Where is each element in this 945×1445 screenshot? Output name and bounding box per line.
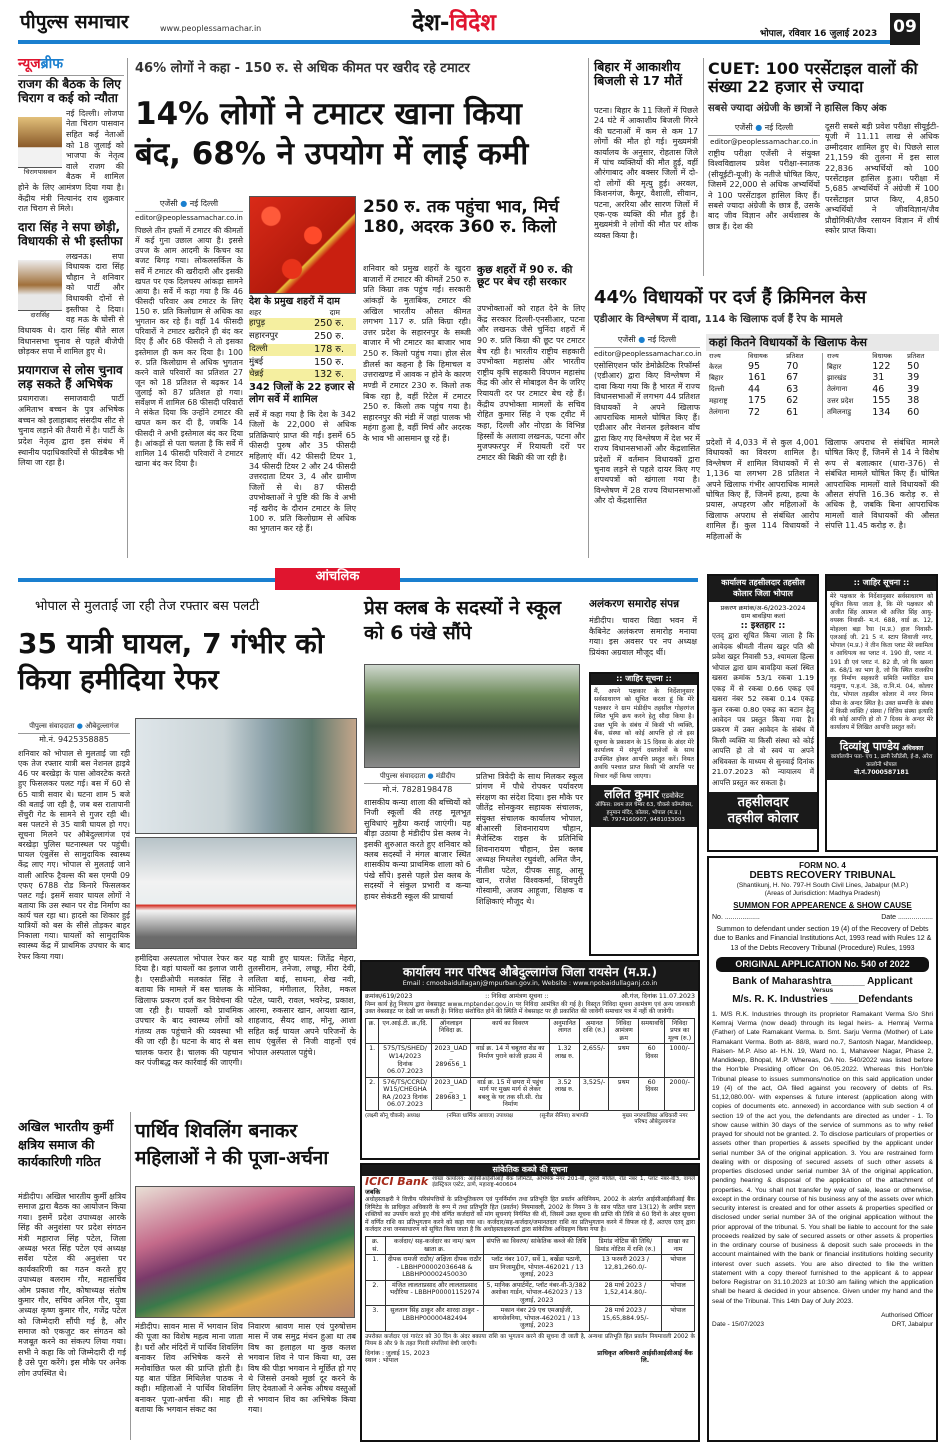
- signatory: (नमिता धार्मिक आवाज) उपाध्यक्ष: [446, 1112, 513, 1119]
- logo: पीपुल्स समाचार: [20, 11, 129, 33]
- masthead: [0, 0, 945, 50]
- press-club-body: शासकीय कन्या शाला की बच्चियों को निजी स्कूलों की तरह मूलभूत सुविधाएं मुहैया कराई जाएंगी। यह बीड़ा उठाया है मंडीदीप प्रेस क्लब ने। इसकी शुरुआत करते हुए शनिवार को क्लब सदस्यों ने मंगल बाजार स्थित शासकीय कन्या प्राथमिक शाला को 6 पंखे सौंपे। इससे पहले प्रेस क्लब के सदस्यों ने संकुल प्रभारी व कन्या हायर सेकंडरी स्कूल की प्राचार्या: [364, 798, 471, 901]
- news-brief: न्यूजब्रीफ राजग की बैठक के लिए चिराग व कई को न्यौता चिरागपासवान नई दिल्ली। लोजपा नेता चिराग पासवान सहित कई नेताओं को 18 जुलाई को भाजपा के नेतृत्व वाले राजग की बैठक में शामिल होने के लिए आमंत्रण दिया गया है। केंद्रीय मंत्री नित्यानंद राय शुक्रवार रात चिराग से मिले। दारा सिंह ने सपा छोड़ी, विधायकी से भी इस्तीफा दारासिंह लखनऊ। सपा विधायक दारा सिंह चौहान ने शनिवार को पार्टी और विधायकी दोनों से इस्तीफा दे दिया। वह मऊ के घोसी से विधायक थे। दारा सिंह बीते साल विधानसभा चुनाव से पहले बीजेपी छोड़कर सपा में शामिल हुए थे। प्रयागराज से लोस चुनाव लड़ सकते हैं अभिषेक प्रयागराज। समाजवादी पार्टी अमिताभ बच्चन के पुत्र अभिषेक बच्चन को इलाहाबाद संसदीय सीट से चुनाव लड़ाने की तैयारी में है। पार्टी के प्रदेश नेतृत्व द्वारा इस संबंध में स्थानीय पदाधिकारियों से फीडबैक भी लिया जा रहा है।: [18, 56, 124, 468]
- price-row: सहारनपुर 250 रु.: [249, 331, 356, 343]
- shivling-body-2: निवारण श्रावण मास एवं पुरुषोत्तम मास में जब समुद्र मंथन हुआ था तब विष का हलाहल था कुछ कलश भगवान शिव ने पान किया था, उस विष की पीड़ा भगवान ने मूर्छित हो गए थे जिससे उनको मूर्छा दूर करने के लिए देवताओं ने अनेक औषध वस्तुओं से भगवान शिव का अभिषेक किया गया।: [248, 1322, 356, 1415]
- table-row: तेलंगाना 72 61: [709, 406, 799, 418]
- cuet-body: राष्ट्रीय परीक्षा एजेंसी ने संयुक्त विश्वविद्यालय प्रवेश परीक्षा-स्नातक (सीयूईटी-यूजी) के नतीजे घोषित किए, जिसमें 22,000 से अधिक अभ्यर्थियों ने 100 परसेंटाइल हासिल किए हैं। सबसे ज्यादा अंग्रेजी के छात्र हैं, उसके बाद जीव विज्ञान और अर्थशास्त्र के छात्र हैं। देश की: [708, 149, 820, 231]
- tehsildar-notice: कार्यालय तहसीलदार तहसील कोलार जिला भोपाल प्रकरण क्रमांक/अ-6/2023-2024 ग्राम बावड़िया कलां :: इश्तहार :: एतद् द्वारा सूचित किया जाता है कि आवेदक श्रीमती नीलम खट्टर पति श्री प्रवेश खट्टर निवासी 53, श्यामला हिल्स भोपाल द्वारा ग्राम बावड़िया कलां स्थित खसरा क्रमांक 53/1 रकबा 1.19 एकड़ में से रकबा 0.66 एकड़ एवं खसरा नंबर 52 रकबा 0.14 एकड़ कुल रकबा 0.80 एकड़ का बटान हेतु आवेदन पत्र प्रस्तुत किया गया है। प्रकरण में उक्त आवेदन के संबंध में किसी व्यक्ति या किसी संस्था को कोई आपत्ति हो तो वो स्वयं या अपने अधिवक्ता के माध्यम से सुनवाई दिनांक 21.07.2023 को न्यायालय में आपत्ति प्रस्तुत कर सकता है। तहसीलदार तहसील कोलार: [707, 574, 819, 852]
- table-row: उत्तर प्रदेश 155 38: [826, 395, 920, 407]
- application-number: ORIGINAL APPLICATION No. 540 of 2022: [716, 957, 929, 971]
- price-row: मुंबई 150 रु.: [249, 357, 356, 369]
- press-club-col-1: पीपुल्स संवाददाता ● मंडीदीप मो.नं. 7828198478 शासकीय कन्या शाला की बच्चियों को निजी स्कूलों की तरह मूलभूत सुविधाएं मुहैया कराई जाएंगी। यह बीड़ा उठाया है मंडीदीप प्रेस क्लब ने। इसकी शुरुआत करते हुए शनिवार को क्लब सदस्यों ने मंगल बाजार स्थित शासकीय कन्या प्राथमिक शाला को 6 पंखे सौंपे। इससे पहले प्रेस क्लब के सदस्यों ने संकुल प्रभारी व कन्या हायर सेकंडरी स्कूल की प्राचार्या: [364, 772, 471, 901]
- criminal-table-right: [826, 353, 937, 418]
- brief-headline[interactable]: दारा सिंह ने सपा छोड़ी, विधायकी से भी इस्तीफा: [18, 219, 123, 248]
- price-row: चेन्नई 132 रु.: [249, 369, 356, 381]
- criminal-subhead: एडीआर के विश्लेषण में दावा, 114 के खिलाफ दर्ज हैं रेप के मामले: [594, 314, 843, 325]
- criminal-body-2: प्रदेशों में 4,033 में से कुल 4,001 विधायकों का विवरण शामिल है। विश्लेषण में शामिल विधायकों में से 1,136 या लगभग 28 प्रतिशत ने अपने खिलाफ गंभीर आपराधिक मामले घोषित किए हैं, जिनमें हत्या, हत्या के प्रयास, अपहरण और महिलाओं के खिलाफ अपराध से संबंधित आरोप शामिल हैं। कुल 114 विधायकों ने महिलाओं के: [706, 438, 819, 541]
- section-title: देश-विदेश: [412, 10, 497, 36]
- section-band-anchalik: आंचलिक: [275, 568, 400, 590]
- survey-body: सर्वे में कहा गया है कि देश के 342 जिलों के 22,000 से अधिक प्रतिक्रियाएं प्राप्त की गईं। इसमें 65 फीसदी पुरुष और 35 फीसदी महिलाएं थीं। 42 फीसदी टियर 1, 34 फीसदी टियर 2 और 24 फीसदी उत्तरदाता टियर 3, 4 और ग्रामीण जिलों से थे। 87 फीसदी उपभोक्ताओं ने पुष्टि की कि वे अभी नई खरीद के दौरान टमाटर के लिए 100 रु. प्रति किलोग्राम से अधिक का भुगतान कर रहे हैं।: [249, 410, 356, 534]
- table-row: 3. सुलतान सिंह ठाकुर और शारदा ठाकुर - LBBHP00000482494 मकान नंबर 29 एच एमआईजी, बागसेवनिया, भोपाल-462021 / 13 जुलाई, 2023 28 मार्च 2023 / 15,65,884.95/- भोपाल: [366, 1306, 695, 1332]
- jahir-suchna-ad: :: जाहिर सूचना :: मेरे पक्षकार के निर्देशानुसार सर्वसाधारण को सूचित किया जाता है, कि मेरे पक्षकार श्री अजीत सिंह आत्मज श्री अजित सिंह आयु-वयस्क निवासी- म.नं. 688, वार्ड क्र. 12, मोहल्ला बड़ा रैया (म.प्र.) हाल निवासी- एलआई जी. 21 5 नं. स्टाप शिवाजी नगर, भोपाल (म.प्र.) ने तीन किता प्लाट मेरे स्वामित्व व आधिपत्य का प्लाट नं. 190 डी, प्लाट नं. 191 डी एवं प्लाट नं. 82 डी, जो कि खसरा क्र. 68/1 का भाग है, जो कि स्थित राजकीय गृह निर्माण सहकारी समिति मर्यादित ग्राम गढ़मुगा, प.ह.नं. 38, रा.नि.मं. 04, कोलार रोड, भोपाल तहसील कोलार में नगर निगम सीमा के अन्दर स्थित है। उक्त सम्पत्ति के संबंध में किसी व्यक्ति / संस्था / वित्तिय संस्था इत्यादि की कोई आपत्ति हो तो 7 दिवस के अन्दर मेरे कार्यालय में लिखित आपत्ति प्रस्तुत करें। दिव्यांशु पाण्डेय अधिवक्ता कार्यालयीन पता- एच 1, क्रमी रेसीडेंसी, ई-8, अरेरा कालोनी भोपाल मो.नं.7000587181: [825, 574, 938, 852]
- kurmi-headline[interactable]: अखिल भारतीय कुर्मी क्षत्रिय समाज की कार्यकारिणी गठित: [18, 1119, 114, 1169]
- brief-body: प्रयागराज। समाजवादी पार्टी अमिताभ बच्चन के पुत्र अभिषेक बच्चन को इलाहाबाद संसदीय सीट से चुनाव लड़ाने की तैयारी में है। पार्टी के प्रदेश नेतृत्व द्वारा इस संबंध में स्थानीय पदाधिकारियों से फीडबैक भी लिया जा रहा है।: [18, 394, 124, 468]
- icici-possession-notice: सांकेतिक कब्जे की सूचना ICICI Bank शाखा कार्यालय: आईसीआईसीआई बैंक लिमिटेड, अभिषेक नगर 201-बी, दूसरी मंजिल, रोड नंबर 1, प्लॉट नंबर-बी3, वागले इंडस्ट्रियल एस्टेट, ठाणे, महाराष्ट्र-400604 जबकि अधोहस्ताक्षरी ने वित्तीय परिसंपत्तियों के प्रतिभूतिकरण एवं पुनर्निर्माण तथा प्रतिभूति हित प्रवर्तन अधिनियम, 2002 के अंतर्गत आईसीआईसीआई बैंक लिमिटेड के प्राधिकृत अधिकारी के रूप में तथा प्रतिभूति हित (प्रवर्तन) नियमावली, 2002 के नियम 3 के साथ पठित धारा 13(12) के अधीन प्रदत्त शक्तियों का उपयोग करते हुए नीचे वर्णित कर्जदारों को मांग सूचनाएं निर्गमित की थीं, जिसमें उक्त सूचना की प्राप्ति की तिथि से 60 दिनों के अंदर सूचना में वर्णित राशि का प्रतिभुगतान करने को कहा गया था। कर्जदार/सह-कर्जदार/जमानतदार राशि का प्रतिभुगतान करने में विफल रहे हैं, अतएव एतद् द्वारा कर्जदार तथा जनसाधारण को सूचित किया जाता है कि अधोहस्ताक्षरकर्ता द्वारा सांकेतिक अधिग्रहण किया गया है। क्र. सं. कर्जदार/ सह-कर्जदार का नाम/ ऋण खाता क्र. संपत्ति का विवरण/ सांकेतिक कब्जे की तिथि डिमांड नोटिस की तिथि/ डिमांड नोटिस में राशि (रु.) शाखा का नाम 1. दीपक रामजी राठौर/ अक्षिता दीपक राठौर - LBBHP00002036648 & LBBHP00002450030 प्लॉट नंबर 107, सर्वे 1, बर्खेडा पठानी, ग्राम निजामुद्दीन, भोपाल-462021 / 13 जुलाई, 2023 13 फरवरी 2023 / 12,81,260.0/- भोपाल 2. मंजित लालताप्रसाद और लालताप्रसाद भदौरिया - LBBHP00001152974 5, मानिक अपार्टमेंट, प्लॉट नंबर-वी-3/382 अशोका गार्डन, भोपाल-462023 / 13 जुलाई, 2023 28 मार्च 2023 / 1,52,414.80/- भोपाल 3. सुलतान सिंह ठाकुर और शारदा ठाकुर - LBBHP00000482494 मकान नंबर 29 एच एमआईजी, बागसेवनिया, भोपाल-462021 / 13 जुलाई, 2023 28 मार्च 2023 / 15,65,884.95/- भोपाल उपरोक्त कर्जदार एवं गारंटर को 30 दिन के अंदर बकाया राशि का भुगतान करने की सूचना दी जाती है, अन्यथा प्रतिभूति हित प्रवर्तन नियमावली 2002 के नियम 8 और 9 के तहत गिरवी संपत्तियां बेची जाएंगी। दिनांक : जुलाई 15, 2023 स्थान : भोपाल प्राधिकृत अधिकारी आईसीआईसीआई बैंक लि.: [360, 1163, 700, 1442]
- cuet-col-1: एजेंसी ● नई दिल्ली editor@peoplessamachar.co.in राष्ट्रीय परीक्षा एजेंसी ने संयुक्त विश्वविद्यालय प्रवेश परीक्षा-स्नातक (सीयूईटी-यूजी) के नतीजे घोषित किए, जिसमें 22,000 से अधिक अभ्यर्थियों ने 100 परसेंटाइल हासिल किए हैं। सबसे ज्यादा अंग्रेजी के छात्र हैं, उसके बाद जीव विज्ञान और अर्थशास्त्र के छात्र हैं। देश की: [708, 123, 820, 231]
- shivling-photo: [135, 1186, 355, 1318]
- criminal-col-1: एजेंसी ● नई दिल्ली editor@peoplessamachar.co.in एसोसिएशन फॉर डेमोक्रेटिक रिफॉर्म्स (एडीआर) द्वारा किए विश्लेषण में दावा किया गया कि है भारत में राज्य विधानसभाओं में लगभग 44 प्रतिशत विधायकों ने अपने खिलाफ आपराधिक मामले घोषित किए हैं। एडीआर और नेशनल इलेक्शन वॉच द्वारा किए गए विश्लेषण में देश भर में राज्य विधानसभाओं और केंद्रशासित प्रदेशों में वर्तमान विधायकों द्वारा चुनाव लड़ने से पहले दायर किए गए शपथपत्रों को खंगाला गया है। विश्लेषण में 28 राज्य विधानसभाओं और दो केंद्रशासित: [594, 335, 702, 506]
- icici-table: [365, 1236, 695, 1332]
- table-header: क्र. सं. कर्जदार/ सह-कर्जदार का नाम/ ऋण खाता क्र. संपत्ति का विवरण/ सांकेतिक कब्जे की तिथि डिमांड नोटिस की तिथि/ डिमांड नोटिस में राशि (रु.) शाखा का नाम: [366, 1236, 695, 1254]
- cuet-subhead: सबसे ज्यादा अंग्रेजी के छात्रों ने हासिल किए अंक: [708, 103, 887, 114]
- icici-logo: ICICI Bank: [365, 1175, 429, 1189]
- advocate-name: दिव्यांशु पाण्डेय: [839, 739, 900, 753]
- dara-singh-photo-block: [18, 260, 62, 319]
- shivling-headline[interactable]: पार्थिव शिवलिंग बनाकर महिलाओं ने की पूजा-अर्चना: [135, 1120, 329, 1169]
- press-club-headline[interactable]: प्रेस क्लब के सदस्यों ने स्कूल को 6 पंखे सौंपे: [364, 597, 562, 644]
- table-row: तेलंगाना 46 39: [826, 383, 920, 395]
- dara-singh-photo: [18, 260, 62, 310]
- bus-body-2: हमीदिया अस्पताल भोपाल रेफर कर दिया है। वहां घायलों का इलाज जारी है। एसडीओपी मलकांत सिंह ने बताया कि मामले में बस चालक के खिलाफ प्रकरण दर्ज कर विवेचना की जा रही है। घायलों को प्राथमिक उपचार के बाद स्वास्थ्य लोगों को गंतव्य तक पहुंचाने की व्यवस्था भी की जा रही है। घटना के बाद से बस चालक फरार है। चालक की पहचान कर पंजीबद्ध कर कार्रवाई की जाएगी।: [135, 954, 243, 1067]
- editor-email[interactable]: editor@peoplessamachar.co.in: [708, 135, 820, 146]
- dateline: भोपाल, रविवार 16 जुलाई 2023: [760, 29, 878, 39]
- cuet-body-2: दूसरी सबसे बड़ी प्रवेश परीक्षा सीयूईटी-यूजी में 11.11 लाख से अधिक उम्मीदवार शामिल हुए थे। पिछले साल 21,159 की तुलना में इस साल 22,836 अभ्यर्थियों को 100 परसेंटाइल हासिल हुआ। परीक्षा में 5,685 अभ्यर्थियों ने अंग्रेजी में 100 परसेंटाइल प्राप्त किए, 4,850 अभ्यर्थियों ने जीवविज्ञान/जैव प्रौद्योगिकी/जैव रसायन विज्ञान में शीर्ष स्कोर प्राप्त किया।: [825, 122, 939, 235]
- cuet-headline[interactable]: CUET: 100 परसेंटाइल वालों की संख्या 22 हजार से ज्यादा: [708, 59, 918, 97]
- bus-body: शनिवार को भोपाल से मुलताई जा रही एक तेज रफ्तार यात्री बस नेशनल हाइवे 46 पर बरखेड़ा के पास ओवरटेक करते हुए फिसलकर पलट गई। बस में 60 से 65 यात्री सवार थे। घटना शाम 5 बजे की बताई जा रही है, जब बस रातापानी सेंचुरी गेट के सामने से गुजर रही थी। बस पलटने से 35 यात्री घायल हो गए। सूचना मिलने पर औबेदुल्लागंज एवं बरखेड़ा पुलिस घटनास्थल पर पहुंची। घायल एंबुलेंस से सामुदायिक स्वास्थ्य केंद्र लाए गए। भोपाल से मुलताई जाने वाली आरिफ ट्रैवल्स की बस एमपी 09 एफए 6788 रोड किनारे फिसलकर पलट गई। इसमें सवार घायल लोगों ने बताया कि उस स्थान पर रोड निर्माण का कार्य चल रहा था। हादसे का शिकार हुई यात्रियों को बस के सीसे तोड़कर बाहर निकाला गया। घायलों को सामुदायिक स्वास्थ्य केंद्र में प्राथमिक उपचार के बाद रेफर किया गया।: [18, 749, 130, 961]
- page-number: 09: [890, 13, 920, 45]
- tomato-body-3: उपभोक्ताओं को राहत देने के लिए केंद्र सरकार दिल्ली-एनसीआर, पटना और लखनऊ जैसे चुनिंदा शहरों में 90 रु. प्रति किग्रा की छूट पर टमाटर बेच रही है। भारतीय राष्ट्रीय सहकारी उपभोक्ता महासंघ और भारतीय राष्ट्रीय कृषि सहकारी विपणन महासंघ केंद्र की ओर से मोबाइल वैन के जरिए रियायती दर पर टमाटर बेच रहे हैं। केंद्रीय उपभोक्ता मामलों के सचिव रोहित कुमार सिंह ने एक ट्वीट में कहा, दिल्ली और नोएडा के विभिन्न हिस्सों के अलावा लखनऊ, पटना और मुजफ्फरपुर में रियायती दरों पर टमाटर की बिक्री की जा रही है।: [477, 304, 585, 462]
- section-title-accent: विदेश: [449, 10, 497, 36]
- table-row: महाराष्ट्र 175 62: [709, 395, 799, 407]
- tomato-headline[interactable]: 14% लोगों ने टमाटर खाना किया बंद, 68% ने उपयोग में लाई कमी: [135, 96, 529, 173]
- press-club-photo: [364, 664, 580, 768]
- tomato-body: पिछले तीन हफ्तों में टमाटर की कीमतों में कई गुना उछाल आया है। इससे उपज के आम आदमी के किचन का बजट बिगड़ गया। लोकलसर्किल के सर्वे में टमाटर की खरीदारी और इसकी खपत पर एक दिलचस्प आंकड़ा सामने आया है। सर्वे में कहा गया है कि 46 फीसदी परिवार अब टमाटर के लिए 150 रु. प्रति किलोग्राम से अधिक का भुगतान कर रहे हैं। वहीं 14 फीसदी परिवारों ने टमाटर खरीदने ही बंद कर दिए हैं और 68 फीसदी ने तो इसका इस्तेमाल ही कम कर दिया है। 100 रु. प्रति किलोग्राम से अधिक भुगतान करने वाले परिवारों का प्रतिशत 27 जून को 18 प्रतिशत से बढ़कर 14 जुलाई को 87 प्रतिशत हो गया। सर्वेक्षण में शामिल 68 फीसदी परिवारों ने संकेत दिया कि उन्होंने टमाटर की खपत कम कर दी है, जबकि 14 फीसदी ने अभी इस्तेमाल बंद कर दिया है। आंकड़ों से पता चलता है कि सर्वे में शामिल 14 फीसदी परिवारों ने टमाटर खाना बंद कर दिया है।: [135, 226, 243, 468]
- hospital-photo: [135, 718, 357, 834]
- table-header: राज्य विधायक प्रतिशत: [826, 352, 925, 361]
- press-club-body-2: प्रतिभा त्रिवेदी के साथ मिलकर स्कूल प्रांगण में पौधे रोपकर पर्यावरण संरक्षण का संदेश दिया। इस मौके पर जीतेंद्र सोनकुवर सहायक संचालक, संयुक्त संचालक कार्यालय भोपाल, बीआरसी शिवनारायण चौहान, मैजेस्टिक राइस के प्रतिनिधि शिवनारायण चौहान, प्रेस क्लब अध्यक्ष मिथलेश रघुवंशी, अमित जैन, नीतीश पटेल, दीपक साहू, आसू खान, राजेश विश्वकर्मा, शिवपुरी गोस्वामी, अजय आहूजा, शिक्षक व शिक्षिकाएं मौजूद थे।: [476, 772, 583, 906]
- brief-body: लखनऊ। सपा विधायक दारा सिंह चौहान ने शनिवार को पार्टी और विधायकी दोनों से इस्तीफा दे दिया। वह मऊ के घोसी से विधायक थे। दारा सिंह बीते साल विधानसभा चुनाव से पहले बीजेपी छोड़कर सपा में शामिल हुए थे।: [18, 251, 124, 357]
- survey-head[interactable]: 342 जिलों के 22 हजार से लोग सर्वे में शामिल: [249, 382, 355, 405]
- website[interactable]: www.peoplessamachar.in: [160, 24, 262, 33]
- bus-headline[interactable]: 35 यात्री घायल, 7 गंभीर को किया हमीदिया रेफर: [18, 627, 324, 697]
- table-row: बिहार 161 67: [709, 372, 799, 384]
- tomato-subheadline[interactable]: 250 रु. तक पहुंचा भाव, मिर्च 180, अदरक 360 रु. किलो: [363, 197, 559, 237]
- phone: मो.नं. 7828198478: [364, 783, 471, 795]
- kurmi-body: मंडीदीप। अखिल भारतीय कुर्मी क्षत्रिय समाज द्वारा बैठक का आयोजन किया गया। इसमें प्रदेश उपाध्यक्ष आरके सिंह की अनुशंसा पर प्रदेश संगठन मंत्री महाराज सिंह पटेल, जिला अध्यक्ष भरत सिंह पटेल एवं अध्यक्ष सर्वेश पटेल की अनुशंसा पर कार्यकारिणी का गठन करते हुए उपाध्यक्ष बलराम गौर, महासचिव ओम प्रकाश गौर, कोषाध्यक्ष संतोष कुमार गौर, सचिव अनिल गौर, युवा अध्यक्ष कृष्ण कुमार गौर, गजेंद्र पटेल को जिम्मेदारी सौंपी गई है, और समाज को एकजुट कर संगठन को मजबूत करने का संकल्प लिया गया। सभी ने कहा कि जो जिम्मेदारी दी गई है उसे पूरा करेंगे। इस मौके पर अनेक लोग उपस्थित थे।: [18, 1192, 126, 1378]
- table-header: क्र. एन.आई.टी. क्र./दि. ऑनलाइन निविदा क्र. कार्य का विवरण अनुमानित लागत अमानत राशि (रु.) निविदा आमंत्रण क्रम समयावधि निविदा प्रपत्र का मूल्य (रु.): [366, 1018, 695, 1044]
- tomato-photo: [249, 196, 356, 294]
- criminal-body: एसोसिएशन फॉर डेमोक्रेटिक रिफॉर्म्स (एडीआर) द्वारा किए विश्लेषण में दावा किया गया कि है भारत में राज्य विधानसभाओं में लगभग 44 प्रतिशत विधायकों ने अपने खिलाफ आपराधिक मामले घोषित किए हैं। एडीआर और नेशनल इलेक्शन वॉच द्वारा किए गए विश्लेषण में देश भर में राज्य विधानसभाओं और केंद्रशासित प्रदेशों में वर्तमान विधायकों द्वारा चुनाव लड़ने से पहले दायर किए गए शपथपत्रों को खंगाला गया है। विश्लेषण में 28 राज्य विधानसभाओं और दो केंद्रशासित: [594, 361, 700, 506]
- column-divider: [703, 58, 704, 276]
- price-row: हापुड़ 250 रु.: [249, 318, 356, 330]
- tomato-side-head[interactable]: कुछ शहरों में 90 रु. की छूट पर बेच रही सरकार: [477, 264, 573, 289]
- byline: एजेंसी ● नई दिल्ली: [159, 199, 219, 208]
- table-row: 2. 576/TS/CCRD/ W15/CHEGHARA /2023 दिनांक 06.07.2023 2023_UAD_ 289683_1 वार्ड क्र. 15 में छपरा में पहुंच मार्ग पर मुख्य मार्ग से लेकर बबलू के घर तक सी.सी. रोड निर्माण 3.52 लाख रु. 3,525/- प्रथम 60 दिवस 2000/-: [366, 1077, 695, 1110]
- column-divider: [588, 58, 589, 558]
- column-divider: [127, 58, 128, 558]
- bihar-headline[interactable]: बिहार में आकाशीय बिजली से 17 मौतें: [594, 59, 683, 89]
- criminal-headline[interactable]: 44% विधायकों पर दर्ज हैं क्रिमिनल केस: [594, 287, 867, 308]
- chirag-photo-block: [18, 117, 62, 176]
- table-row: केरल 95 70: [709, 361, 799, 373]
- bihar-body: पटना। बिहार के 11 जिलों में पिछले 24 घंटे में आकाशीय बिजली गिरने की घटनाओं में कम से कम 17 लोगों की मौत हो गई। मुख्यमंत्री कार्यालय के अनुसार, रोहतास जिले में पांच व्यक्तियों की मौत हुई, वहीं औरंगाबाद और बक्सर जिलों में दो-दो लोगों की मृत्यु हुई। अरवल, किशनगंज, कैमूर, वैशाली, सीवान, पटना, अररिया और सारण जिलों में एक-एक व्यक्ति की मौत हुई है। मुख्यमंत्री ने लोगों की मौत पर शोक व्यक्त किया है।: [594, 106, 698, 240]
- chirag-photo: [18, 117, 62, 167]
- ambulance-photo: [135, 837, 357, 949]
- criminal-table: कहां कितने विधायकों के खिलाफ केस राज्य विधायक प्रतिशत केरल 95 70 बिहार 161 67 दिल्ली 44 63 महाराष्ट्र 175 62 तेलंगाना 72 61 राज्य विधायक प्रतिशत बिहार 122 50 झारखंड 31 39 तेलंगाना 46 39 उत्तर प्रदेश 155 38 तमिलनाडु 134 60: [706, 334, 939, 420]
- photo-caption: दारासिंह: [18, 310, 62, 319]
- phone: मो.नं. 9425358885: [18, 733, 130, 745]
- tender-notice: कार्यालय नगर परिषद औबेदुल्लागंज जिला रायसेन (म.प्र.) Email : cmoobaidullaganj@mpurban.gov.in, Website : www.npobaidullaganj.co.in क्रमांक/619/2023 :: निविदा आमंत्रण सूचना :: औ.गंज, दिनांक 11.07.2023 निम्न कार्य हेतु निकाय द्वारा वेबसाइट www.mptender.gov.in पर निविदा आमंत्रित की गई है। विस्तृत निविदा सूचना आमंत्रण एवं अन्य जानकारी उक्त वेबसाइट पर देखी जा सकती है। निविदा संशोधित होने की स्थिति में वेबसाइट पर ही प्रकाशित की जावेगी समाचार पत्र में नहीं की जावेगी। क्र. एन.आई.टी. क्र./दि. ऑनलाइन निविदा क्र. कार्य का विवरण अनुमानित लागत अमानत राशि (रु.) निविदा आमंत्रण क्रम समयावधि निविदा प्रपत्र का मूल्य (रु.) 1. 575/TS/SHED/ W14/2023 दिनांक 06.07.2023 2023_UAD_ 289656_1 वार्ड क्र. 14 में चबूतरा शेड का निर्माण पुराने कांजी हाउस में 1.32 लाख रु. 2,655/- प्रथम 60 दिवस 1000/- 2. 576/TS/CCRD/ W15/CHEGHARA /2023 दिनांक 06.07.2023 2023_UAD_ 289683_1 वार्ड क्र. 15 में छपरा में पहुंच मार्ग पर मुख्य मार्ग से लेकर बबलू के घर तक सी.सी. रोड निर्माण 3.52 लाख रु. 3,525/- प्रथम 60 दिवस 2000/- (लक्ष्मी सोनू चौकसे) अध्यक्ष (नमिता धार्मिक आवाज) उपाध्यक्ष (सुनील सैनिया) सभापति मुख्य नगरपालिका अधिकारी नगर परिषद औबेदुल्लागंज: [360, 960, 700, 1160]
- table-row: झारखंड 31 39: [826, 372, 920, 384]
- tomato-kicker[interactable]: 46% लोगों ने कहा - 150 रु. से अधिक कीमत पर खरीद रहे टमाटर: [135, 61, 470, 76]
- table-row: बिहार 122 50: [826, 361, 920, 373]
- photo-caption: चिरागपासवान: [18, 167, 62, 176]
- criminal-body-3: खिलाफ अपराध से संबंधित मामले घोषित किए हैं, जिनमें से 14 ने विशेष रूप से बलात्कार (धारा-376) से संबंधित मामले घोषित किए हैं। घोषित आपराधिक मामलों वाले विधायकों की औसत संपत्ति 16.36 करोड़ रु. से अधिक है, जबकि बिना आपराधिक मामलों वाले विधायकों की औसत संपत्ति 11.45 करोड़ रु. है।: [825, 438, 939, 531]
- editor-email[interactable]: editor@peoplessamachar.co.in: [594, 347, 700, 358]
- tender-table: [365, 1018, 695, 1111]
- table-row: तमिलनाडु 134 60: [826, 406, 920, 418]
- signatory: (लक्ष्मी सोनू चौकसे) अध्यक्ष: [365, 1112, 420, 1119]
- bus-kicker[interactable]: भोपाल से मुलताई जा रही तेज रफ्तार बस पलटी: [35, 599, 260, 614]
- bus-col-1: पीपुल्स संवाददाता ● औबेदुल्लागंज मो.नं. 9425358885 शनिवार को भोपाल से मुलताई जा रही एक तेज रफ्तार यात्री बस नेशनल हाइवे 46 पर बरखेड़ा के पास ओवरटेक करते हुए फिसलकर पलट गई। बस में 60 से 65 यात्री सवार थे। घटना शाम 5 बजे की बताई जा रही है, जब बस रातापानी सेंचुरी गेट के सामने से गुजर रही थी। बस पलटने से 35 यात्री घायल हो गए। सूचना मिलने पर औबेदुल्लागंज एवं बरखेड़ा पुलिस घटनास्थल पर पहुंची। घायल एंबुलेंस से सामुदायिक स्वास्थ्य केंद्र लाए गए। भोपाल से मुलताई जाने वाली आरिफ ट्रैवल्स की बस एमपी 09 एफए 6788 रोड किनारे फिसलकर पलट गई। इसमें सवार घायल लोगों ने बताया कि उस स्थान पर रोड निर्माण का कार्य चल रहा था। हादसे का शिकार हुई यात्रियों को बस के सीसे तोड़कर बाहर निकाला गया। घायलों को सामुदायिक स्वास्थ्य केंद्र में प्राथमिक उपचार के बाद रेफर किया गया।: [18, 722, 130, 961]
- advocate-name: ललित कुमार: [604, 787, 660, 802]
- bus-body-3: यह यात्री हुए घायल: जितेंद्र मेहरा, तुलसीराम, तनेजा, लच्छू, मीरा देवी, ललिता बाई, साधना, शेख नवी, मोनिका, मंगीलाल, रितेश, मकल पटेल, प्यारी, रावल, भवरेन्द्र, प्रकाश, आरमा, रुकसार खान, आयशा खान, शाहजाद, सैयद शाह, मोनू, आशा सहित कई घायल अपने परिजनों के साथ एंबुलेंस से निजी वाहनों एवं भोपाल अस्पताल पहुंचे।: [248, 954, 356, 1057]
- shivling-body: मंडीदीप। सावन मास में भगवान शिव की पूजा का विशेष महत्व माना जाता है। घरों और मंदिरों में पार्थिव शिवलिंग बनाकर शिव अभिषेक करने से मनोवांछित फल की प्राप्ति होती है। यह बात पंडित मिथिलेश पाठक ने कही। महिलाओं ने पार्थिव शिवलिंग बनाकर पूजा-अर्चना की। माह ही बताया कि भगवान संकट का: [135, 1322, 243, 1415]
- alankaran-body: मंडीदीप। चावरा विद्या भवन में कैबिनेट अलंकरण समारोह मनाया गया। इस अवसर पर नप अध्यक्ष प्रियंका अग्रवाल मौजूद थीं।: [589, 616, 697, 657]
- price-row: दिल्ली 178 रु.: [249, 344, 356, 356]
- price-table: देश के प्रमुख शहरों में दाम शहर दाम हापुड़ 250 रु. सहारनपुर 250 रु. दिल्ली 178 रु. मुंबई 150 रु. चेन्नई 132 रु.: [249, 297, 356, 382]
- drt-summon: FORM NO. 4 DEBTS RECOVERY TRIBUNAL (Shantikunj, H. No. 797-H South Civil Lines, Jabalpur (M.P.) (Areas of Jurisdiction: Madhya Pradesh) SUMMON FOR APPEARENCE & SHOW CAUSE No. .................. Date .................. Summon to defendant under section 19 (4) of the Recovery of Debts due to Banks and Financial Institutions Act, 1993 read with Rules 12 & 13 of the Debts Recovery Tribunal (Procedure) Rules, 1993 ORIGINAL APPLICATION No. 540 of 2022 Bank of Maharashtra______ Applicant Versus M/s. R. K. Industries _____Defendants 1. M/S R.K. Industries through its proprietor Ramakant Verma S/o Shri Kemraj Verma (now dead) through its legal heirs- a. Hemraj Verma (Father) of Late Ramakant Verma. b. Smt. Sarju Verma (Mother) of Late Ramakant Verma. Both at- 88/8, ward no.7, Santosh Nagar, Mandideep, Raisen- M.P. Also at- H.N. 19, Ward no. 1, Mahaveer Nagar, Phase 2, Mandideep, Bhopal, M.P. Whereas, OA No. 540/2022 was listed before the Hon'ble Presiding officer On 06.05.2022. Whereas this Hon'ble Tribunal please to issues summons/notice on this said application under 19 (4) of the act, OA filed against you recovery of debts of Rs. 51,12,080.00/- with expenses & future interest (application along with copies of documents etc. annexed) in accordance with sub section 4 of section 19 of the act you, the defendants are directed as under - 1. To show cause within 30 days of the service of summons as to why relief prayed for should not be granted. 2. To disclose particulars of properties or assets other than properties & assets specified by the applicant under serial number 3A of the original application. 3. You are restrained form dealing with or disposing of secured assets of such other assets & properties disclosed under serial number 3A of the original application, pending hearing & disposal of the application of the attachment of properties. 4. You shall not transfer by way of sale, lease or otherwise, except in the ordinary course of his business any of the assets over which security interest is created and for other assets & properties specified or disclosed under serial number 3A of the original application without the prior approval of the tribunal. 5. You shall be liable to account for the sale proceeds realized by sale of secured assets or other assets & properties in the ordinary course of business & deposit such sale proceeds in the account maintained with the bank or financial institutions holding security interest over such assets. You are also directed to file the written statement with a copy thereof furnished to the applicant & to appear before Registrar on 31.10.2023 at 10:30 am failing which the application shall be heard & decided in your absence. Given under my hand and the seal of the Tribunal. This 14th Day of July 2023. Date - 15/07/2023 Authorised Officer DRT, Jabalpur: [707, 856, 938, 1442]
- table-row: 1. दीपक रामजी राठौर/ अक्षिता दीपक राठौर - LBBHP00002036648 & LBBHP00002450030 प्लॉट नंबर 107, सर्वे 1, बर्खेडा पठानी, ग्राम निजामुद्दीन, भोपाल-462021 / 13 जुलाई, 2023 13 फरवरी 2023 / 12,81,260.0/- भोपाल: [366, 1255, 695, 1281]
- masthead-rule: [18, 40, 890, 44]
- column-divider: [130, 1112, 131, 1440]
- tomato-body-2: शनिवार को प्रमुख शहरों के खुदरा बाजारों में टमाटर की कीमतें 250 रु. प्रति किग्रा तक पहुंच गईं। सरकारी आंकड़ों के मुताबिक, टमाटर की अखिल भारतीय औसत कीमत लगभग 117 रु. प्रति किग्रा रही। उत्तर प्रदेश के सहारनपुर के सब्जी बाजार में भी टमाटर का बाजार भाव 250 रु. किलो पहुंच गया। होल सेल डीलर्स का कहना है कि हिमाचल व उत्तराखण्ड में आवक न होने के कारण मण्डी में टमाटर 230 रु. किलो तक बिक रहा है, वहीं रिटेल में टमाटर 250 रु. किलो तक पहुंच गया है। सहारनपुर की मंडी में जहां पालक भी महंगा हुआ है, वहीं मिर्च और अदरक के भाव भी आसमान छू रहे हैं।: [363, 264, 471, 443]
- criminal-table-left: [708, 353, 819, 418]
- brief-headline[interactable]: राजग की बैठक के लिए चिराग व कई को न्यौता: [18, 75, 124, 106]
- brief-headline[interactable]: प्रयागराज से लोस चुनाव लड़ सकते हैं अभिषेक: [18, 362, 123, 391]
- tomato-col-1: [135, 198, 243, 469]
- table-header: राज्य विधायक प्रतिशत: [709, 352, 804, 361]
- table-row: दिल्ली 44 63: [709, 383, 799, 395]
- table-row: 2. मंजित लालताप्रसाद और लालताप्रसाद भदौरिया - LBBHP00001152974 5, मानिक अपार्टमेंट, प्लॉट नंबर-वी-3/382 अशोका गार्डन, भोपाल-462023 / 13 जुलाई, 2023 28 मार्च 2023 / 1,52,414.80/- भोपाल: [366, 1280, 695, 1306]
- editor-email[interactable]: editor@peoplessamachar.co.in: [135, 211, 243, 222]
- news-brief-label: न्यूज: [18, 56, 41, 72]
- jahir-suchna-ad-small: :: जाहिर सूचना :: मैं, अपने पक्षकार के निर्देशानुसार सर्वसाधारण को सूचित करता हूं कि मेरे पक्षकार ने ग्राम मंडीदीप तहसील गोहरगंज स्थित भूमि क्रय करने हेतु सौदा किया है। उक्त भूमि के संबंध में किसी भी व्यक्ति, बैंक, संस्था को कोई आपत्ति हो तो इस सूचना के प्रकाशन के 15 दिवस के अंदर मेरे कार्यालय में संपूर्ण दस्तावेजों के साथ उपस्थित होकर आपत्ति प्रस्तुत करें। नियत अवधि पश्चात प्राप्त किसी भी आपत्ति पर विचार नहीं किया जाएगा। ललित कुमार एडवोकेट ऑफिस: प्रथम तल चेम्बर 63, चौकसे कॉम्प्लेक्स, हनुमान मंदिर, कोलार, भोपाल (म.प्र.) मो. 7974160907, 9481033003: [589, 672, 699, 956]
- signatory: (सुनील सैनिया) सभापति: [539, 1112, 589, 1119]
- signatory: मुख्य नगरपालिका अधिकारी नगर परिषद औबेदुल्लागंज: [622, 1112, 688, 1126]
- table-row: 1. 575/TS/SHED/ W14/2023 दिनांक 06.07.2023 2023_UAD_ 289656_1 वार्ड क्र. 14 में चबूतरा शेड का निर्माण पुराने कांजी हाउस में 1.32 लाख रु. 2,655/- प्रथम 60 दिवस 1000/-: [366, 1044, 695, 1077]
- alankaran-headline[interactable]: अलंकरण समारोह संपन्न: [589, 598, 680, 610]
- brief-body: नई दिल्ली। लोजपा नेता चिराग पासवान सहित कई नेताओं को 18 जुलाई को भाजपा के नेतृत्व वाले राजग की बैठक में शामिल होने के लिए आमंत्रण दिया गया है। केंद्रीय मंत्री नित्यानंद राय शुक्रवार रात चिराग से मिले।: [18, 108, 124, 214]
